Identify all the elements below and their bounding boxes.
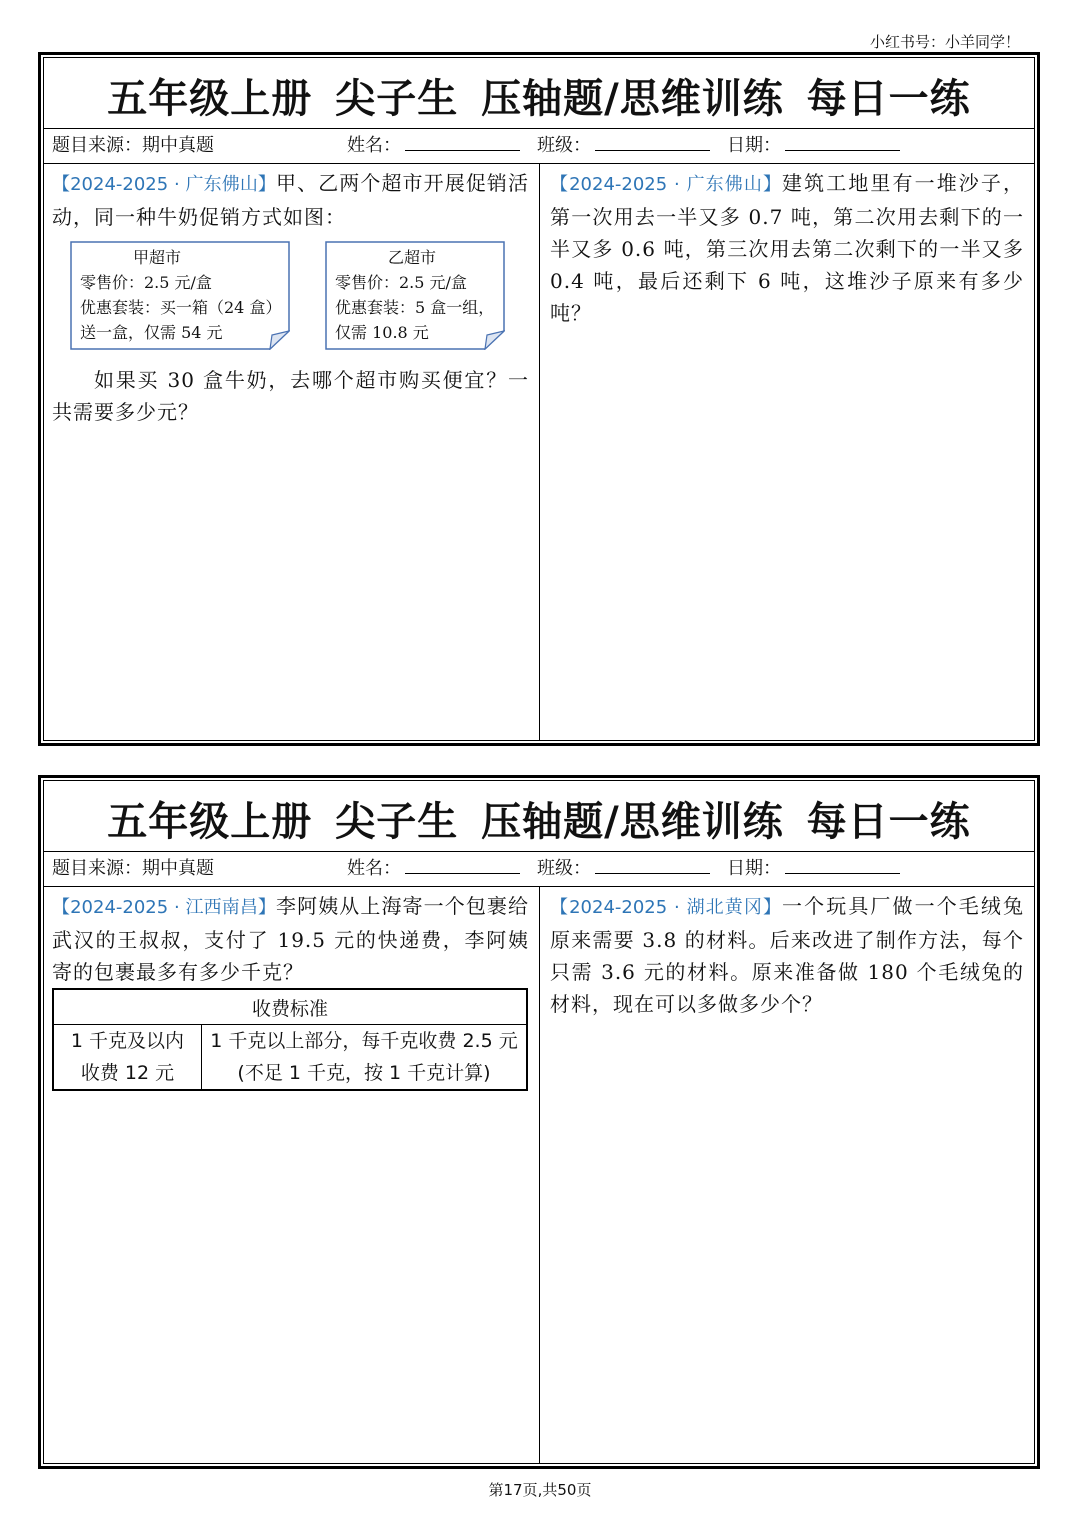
date-blank	[785, 136, 900, 151]
problem-body: 建筑工地里有一堆沙子，第一次用去一半又多 0.7 吨，第二次用去剩下的一半又多 0.6 吨，第三次用去第二次剩下的一半又多 0.4 吨，最后还剩下 6 吨，这堆沙子原来有多少吨？	[550, 171, 1025, 325]
fee-standard-table	[52, 988, 528, 1091]
table-row	[53, 1025, 527, 1091]
table-cell-extra-fee	[202, 1025, 528, 1091]
problem-cell-2	[540, 164, 1034, 740]
cell-line: 1 千克及以内	[70, 1030, 185, 1052]
problem-source-tag: 【2024-2025 · 广东佛山】	[52, 174, 277, 195]
table-cell-base-fee	[53, 1025, 202, 1091]
date-label: 日期：	[727, 858, 781, 879]
info-row	[44, 852, 1034, 887]
worksheet-1	[38, 52, 1040, 746]
problem-text	[550, 167, 1024, 329]
cell-line: (不足 1 千克，按 1 千克计算)	[237, 1062, 491, 1084]
cell-line: 收费 12 元	[80, 1062, 175, 1084]
class-field	[537, 852, 710, 886]
source-value: 期中真题	[142, 135, 214, 156]
class-label: 班级：	[537, 135, 591, 156]
problem-text	[52, 167, 529, 233]
worksheet-frame	[43, 57, 1035, 741]
source-value: 期中真题	[142, 858, 214, 879]
problem-cell-1	[44, 164, 540, 740]
promo-note-jia	[70, 241, 290, 350]
worksheet-frame	[43, 780, 1035, 1464]
note-line: 仅需 10.8 元	[335, 323, 429, 342]
name-blank	[405, 136, 520, 151]
table-header: 收费标准	[53, 989, 527, 1025]
note-line: 零售价：2.5 元/盒	[335, 273, 467, 292]
note-title: 甲超市	[133, 248, 182, 267]
problem-text	[52, 890, 529, 988]
problem-cell-4	[540, 887, 1034, 1463]
note-title: 乙超市	[388, 248, 437, 267]
promo-notes	[70, 241, 529, 350]
source-label: 题目来源：	[52, 135, 142, 156]
name-field	[347, 129, 520, 163]
source-info	[52, 129, 214, 163]
class-blank	[595, 136, 710, 151]
class-blank	[595, 859, 710, 874]
name-label: 姓名：	[347, 135, 401, 156]
table-header-row	[53, 989, 527, 1025]
problem-body: 甲、乙两个超市开展促销活动，同一种牛奶促销方式如图：	[52, 171, 530, 229]
name-label: 姓名：	[347, 858, 401, 879]
problem-text	[550, 890, 1024, 1020]
source-info	[52, 852, 214, 886]
class-field	[537, 129, 710, 163]
note-line: 送一盒，仅需 54 元	[80, 323, 223, 342]
name-blank	[405, 859, 520, 874]
problem-question: 如果买 30 盒牛奶，去哪个超市购买便宜？一共需要多少元？	[52, 368, 529, 424]
problem-body: 一个玩具厂做一个毛绒兔原来需要 3.8 的材料。后来改进了制作方法，每个只需 3.6 元的材料。原来准备做 180 个毛绒兔的材料，现在可以多做多少个？	[550, 894, 1025, 1016]
promo-note-yi	[325, 241, 505, 350]
worksheet-2	[38, 775, 1040, 1469]
page-number: 第17页,共50页	[488, 1481, 592, 1499]
problem-area	[44, 164, 1034, 740]
worksheet-title: 五年级上册 尖子生 压轴题/思维训练 每日一练	[44, 58, 1034, 129]
info-row	[44, 129, 1034, 164]
worksheet-title: 五年级上册 尖子生 压轴题/思维训练 每日一练	[44, 781, 1034, 852]
date-field	[727, 129, 900, 163]
problem-cell-3	[44, 887, 540, 1463]
note-line: 零售价：2.5 元/盒	[80, 273, 212, 292]
date-field	[727, 852, 900, 886]
source-label: 题目来源：	[52, 858, 142, 879]
problem-area	[44, 887, 1034, 1463]
class-label: 班级：	[537, 858, 591, 879]
problem-body: 李阿姨从上海寄一个包裹给武汉的王叔叔，支付了 19.5 元的快递费，李阿姨寄的包裹最多有多少千克？	[52, 894, 530, 984]
problem-source-tag: 【2024-2025 · 湖北黄冈】	[550, 897, 783, 918]
note-line: 优惠套装：5 盒一组，	[335, 298, 495, 317]
date-label: 日期：	[727, 135, 781, 156]
problem-source-tag: 【2024-2025 · 江西南昌】	[52, 897, 277, 918]
account-note: 小红书号：小羊同学！	[869, 33, 1020, 51]
cell-line: 1 千克以上部分，每千克收费 2.5 元	[210, 1030, 518, 1052]
name-field	[347, 852, 520, 886]
date-blank	[785, 859, 900, 874]
problem-source-tag: 【2024-2025 · 广东佛山】	[550, 174, 783, 195]
note-line: 优惠套装：买一箱（24 盒）	[80, 298, 282, 317]
